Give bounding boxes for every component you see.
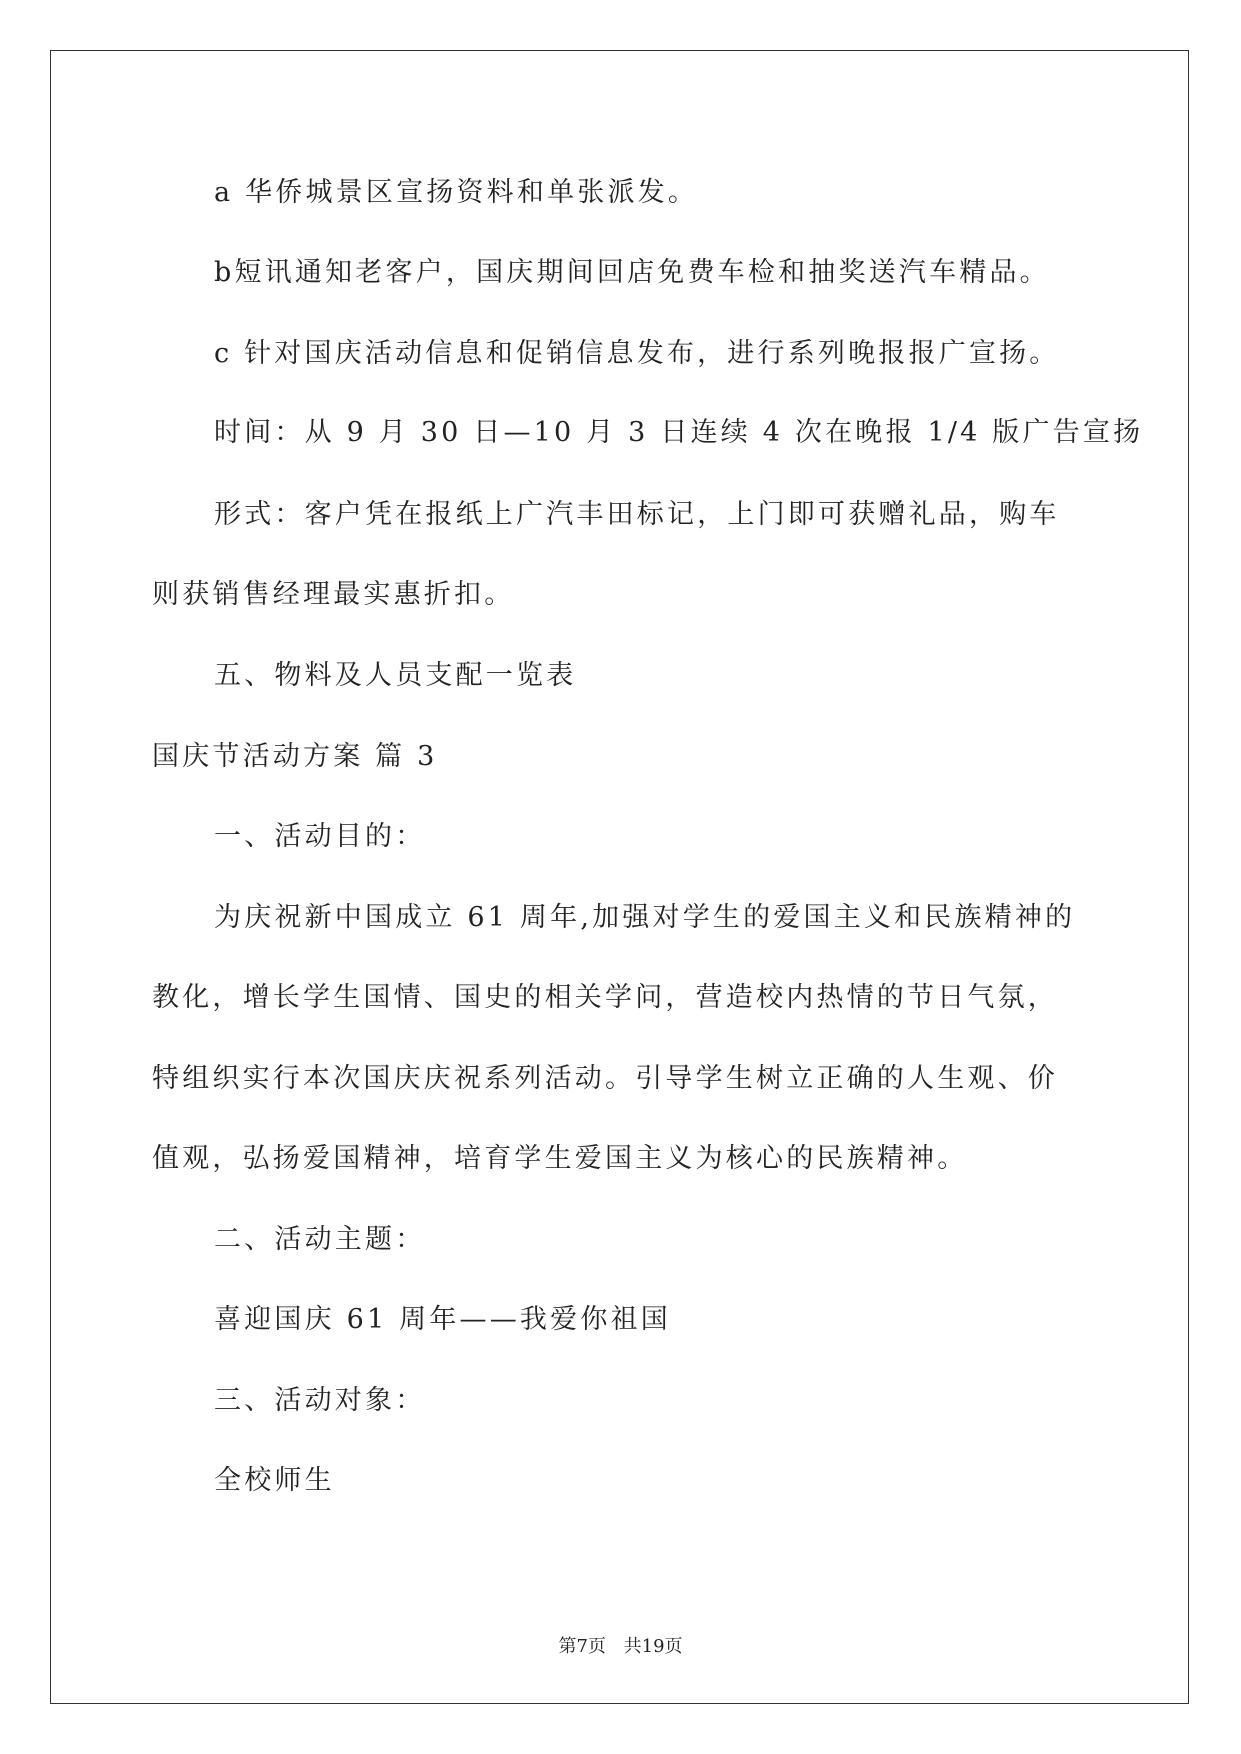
text-line-b: b短讯通知老客户，国庆期间回店免费车检和抽奖送汽车精品。 [214,257,1050,288]
text-line-c: c 针对国庆活动信息和促销信息发布，进行系列晚报报广宣扬。 [214,338,1060,369]
text-line-form-cont: 则获销售经理最实惠折扣。 [152,579,515,610]
text-audience: 全校师生 [214,1465,335,1496]
heading-purpose: 一、活动目的： [214,821,426,852]
text-line-a: a 华侨城景区宣扬资料和单张派发。 [214,177,699,208]
section-title: 国庆节活动方案 篇 3 [152,741,438,772]
page-total: 共19页 [623,1636,683,1657]
text-line-time: 时间：从 9 月 30 日—10 月 3 日连续 4 次在晚报 1/4 版广告宣扬 [214,417,1144,448]
page-number: 第7页 [558,1636,606,1657]
paragraph-purpose-line-3: 特组织实行本次国庆庆祝系列活动。引导学生树立正确的人生观、价 [152,1063,1058,1094]
paragraph-purpose-line-1: 为庆祝新中国成立 61 周年,加强对学生的爱国主义和民族精神的 [214,902,1076,933]
text-theme: 喜迎国庆 61 周年——我爱你祖国 [214,1304,671,1335]
paragraph-purpose-line-2: 教化，增长学生国情、国史的相关学问，营造校内热情的节日气氛， [152,982,1058,1013]
paragraph-purpose-line-4: 值观，弘扬爱国精神，培育学生爱国主义为核心的民族精神。 [152,1143,968,1174]
page-footer [0,1635,1241,1659]
heading-materials: 五、物料及人员支配一览表 [214,660,577,691]
page-border [50,50,1189,1704]
heading-audience: 三、活动对象： [214,1385,426,1416]
text-line-form: 形式：客户凭在报纸上广汽丰田标记，上门即可获赠礼品，购车 [214,499,1060,530]
heading-theme: 二、活动主题： [214,1224,426,1255]
